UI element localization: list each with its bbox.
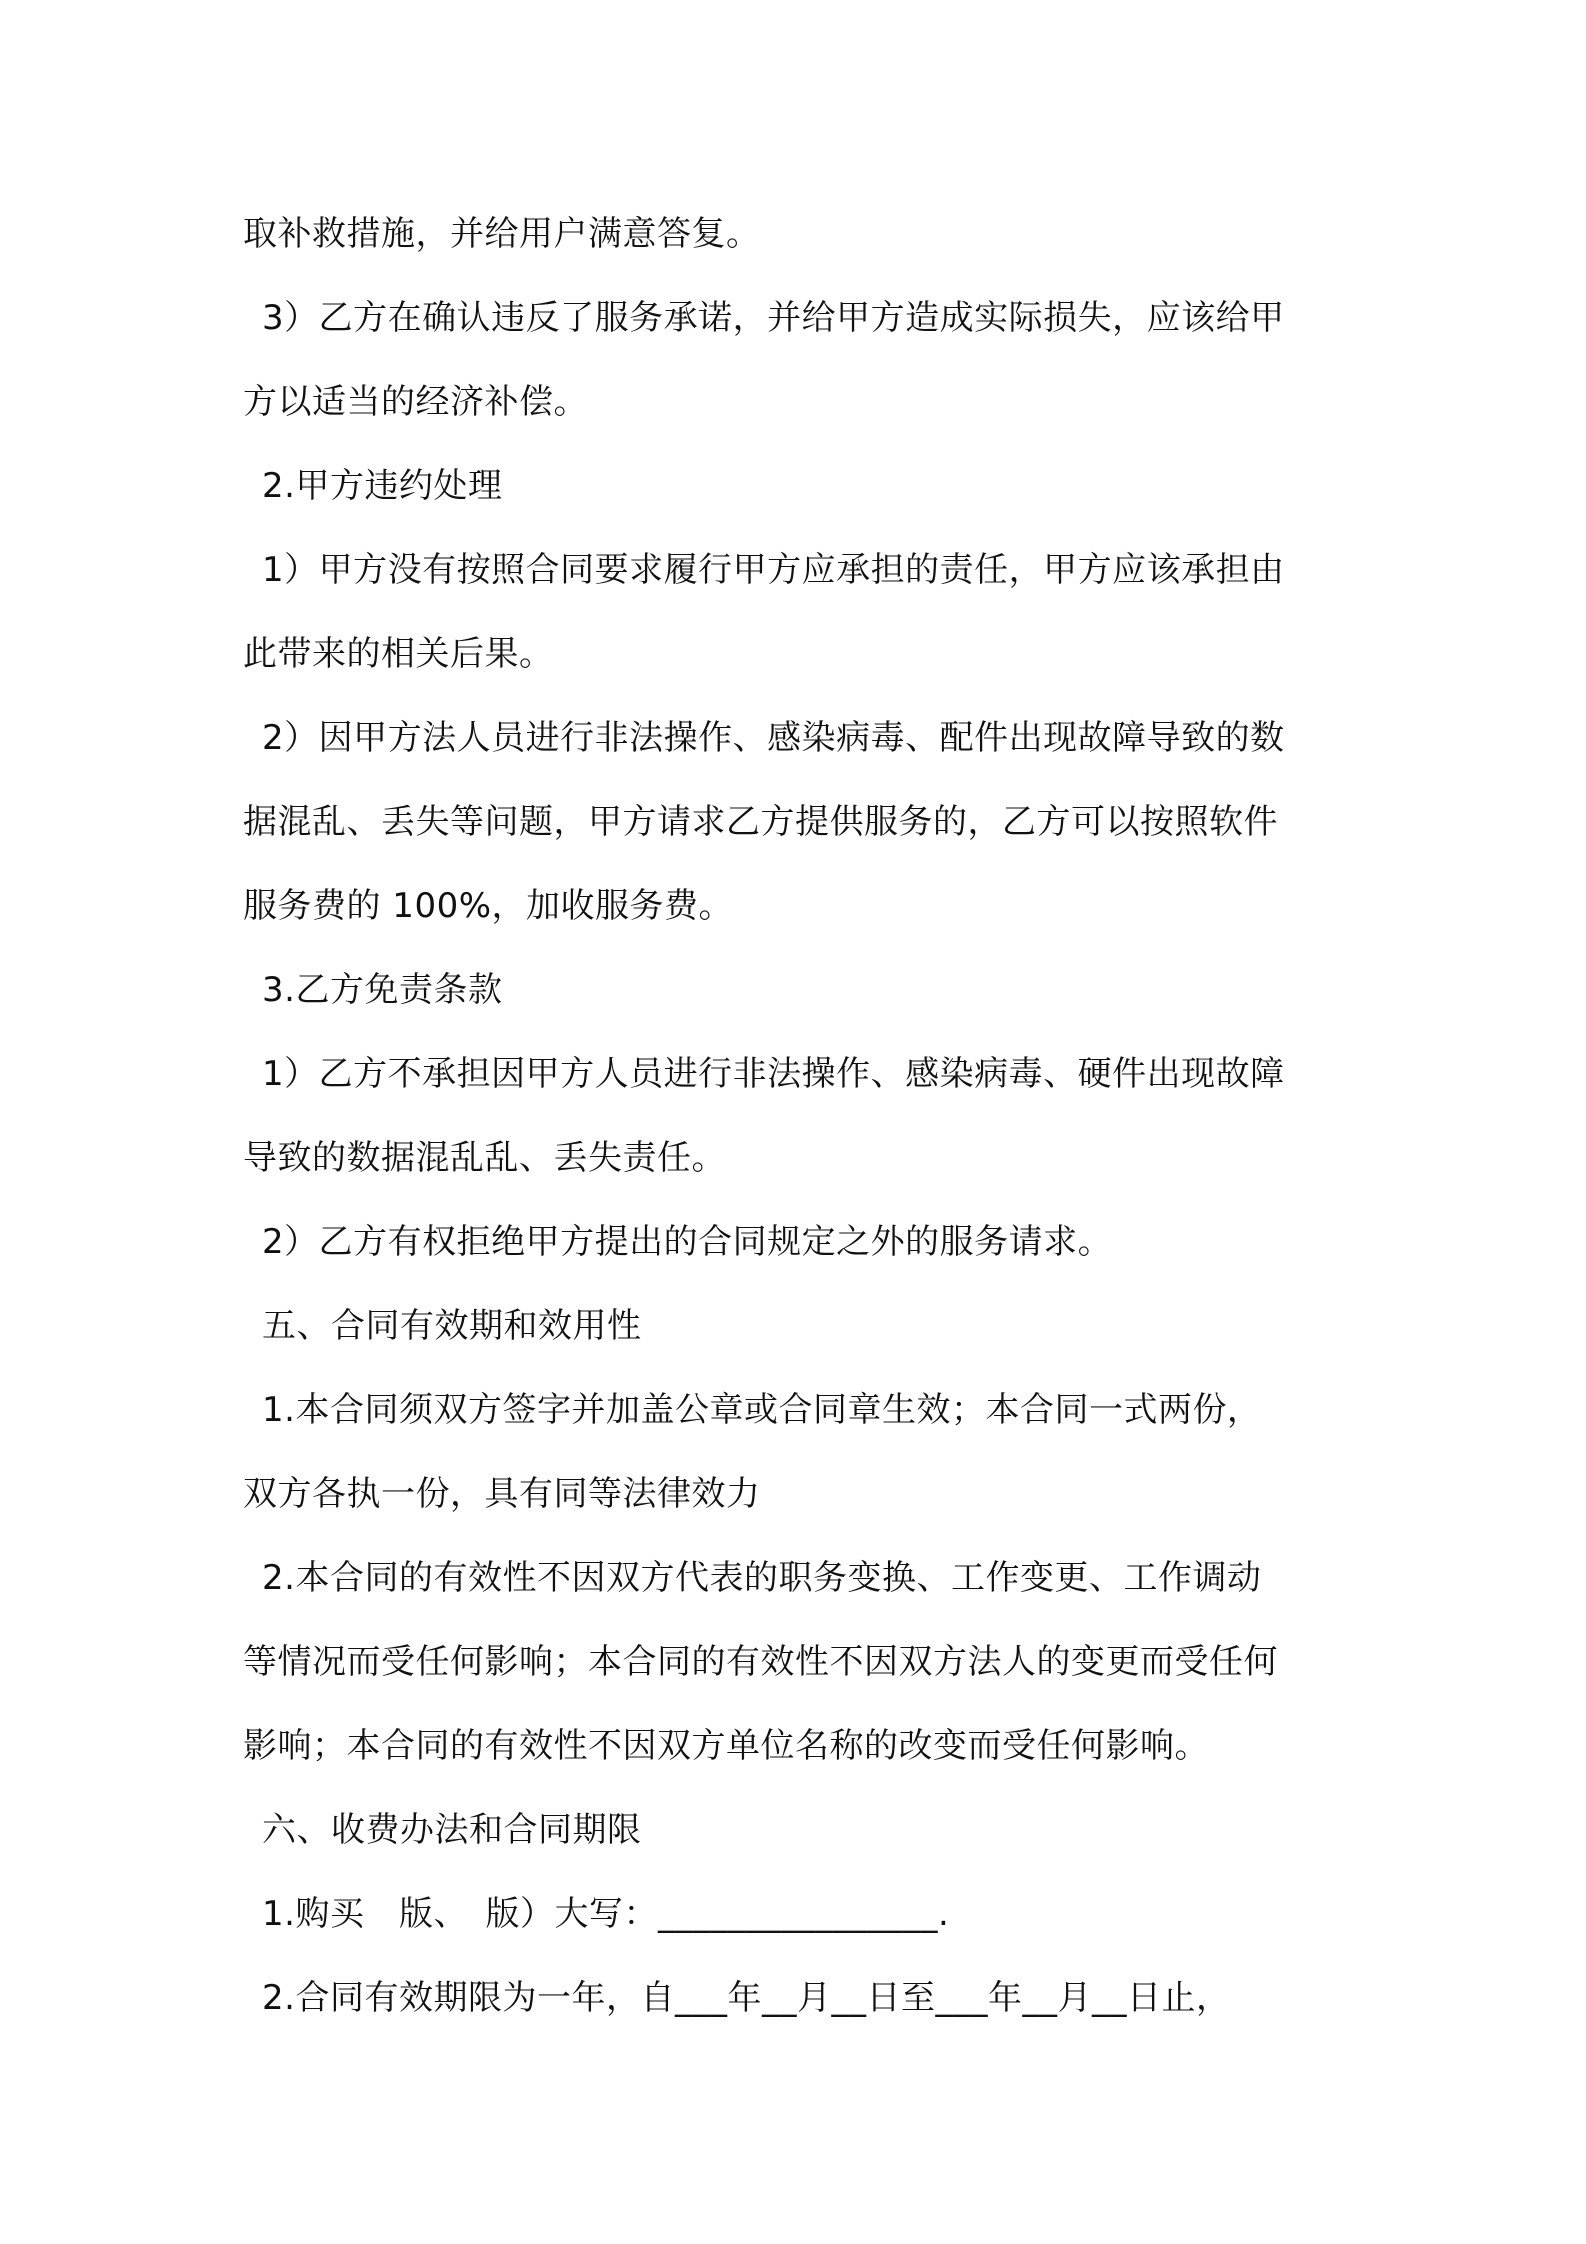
text-line: 方以适当的经济补偿。 [243, 382, 588, 422]
clause-item: 2.合同有效期限为一年，自___年__月__日至___年__月__日止， [262, 1978, 1231, 2018]
clause-item: 3）乙方在确认违反了服务承诺，并给甲方造成实际损失，应该给甲 [262, 298, 1285, 338]
text-line: 据混乱、丢失等问题，甲方请求乙方提供服务的，乙方可以按照软件 [243, 802, 1278, 842]
clause-item: 1.购买 版、 版）大写：________________. [262, 1894, 950, 1934]
text-line: 等情况而受任何影响；本合同的有效性不因双方法人的变更而受任何 [243, 1642, 1278, 1682]
clause-item: 1）乙方不承担因甲方人员进行非法操作、感染病毒、硬件出现故障 [262, 1054, 1285, 1094]
chapter-heading: 五、合同有效期和效用性 [262, 1306, 642, 1346]
text-line: 双方各执一份，具有同等法律效力 [243, 1474, 761, 1514]
text-line: 影响；本合同的有效性不因双方单位名称的改变而受任何影响。 [243, 1726, 1209, 1766]
text-line: 导致的数据混乱乱、丢失责任。 [243, 1138, 726, 1178]
text-line: 取补救措施，并给用户满意答复。 [243, 214, 761, 254]
chapter-heading: 六、收费办法和合同期限 [262, 1810, 642, 1850]
clause-item: 2）乙方有权拒绝甲方提出的合同规定之外的服务请求。 [262, 1222, 1113, 1262]
text-line: 此带来的相关后果。 [243, 634, 554, 674]
clause-item: 1.本合同须双方签字并加盖公章或合同章生效；本合同一式两份， [262, 1390, 1262, 1430]
text-line: 服务费的 100%，加收服务费。 [243, 886, 734, 926]
clause-item: 2.本合同的有效性不因双方代表的职务变换、工作变更、工作调动 [262, 1558, 1262, 1598]
clause-item: 1）甲方没有按照合同要求履行甲方应承担的责任，甲方应该承担由 [262, 550, 1285, 590]
section-heading: 3.乙方免责条款 [262, 970, 503, 1010]
section-heading: 2.甲方违约处理 [262, 466, 503, 506]
clause-item: 2）因甲方法人员进行非法操作、感染病毒、配件出现故障导致的数 [262, 718, 1285, 758]
document-body [243, 192, 1363, 2040]
